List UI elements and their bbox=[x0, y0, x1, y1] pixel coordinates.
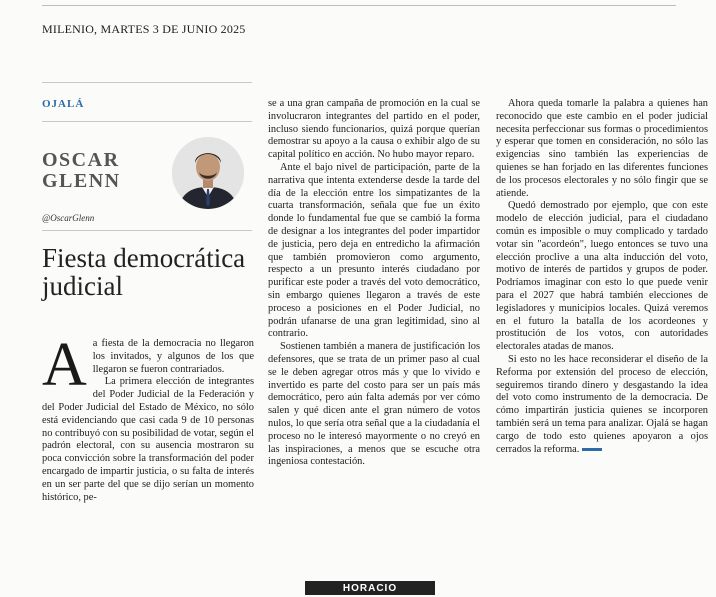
next-column-tab: HORACIO bbox=[305, 581, 435, 595]
article-column-1 bbox=[42, 331, 254, 504]
drop-cap: A bbox=[42, 331, 87, 399]
paragraph: se a una gran campaña de promoción en la cual se involucraron integrantes del partido en el poder, incluso siendo funcionarios, quizá porque querían demostrar su apoyo a la causa o exhibir algo de su capital político en acción. No hubo mayor reparo. bbox=[268, 98, 480, 161]
author-photo bbox=[172, 137, 244, 209]
author-first-name: OSCAR bbox=[42, 149, 120, 171]
paragraph: Quedó demostrado por ejemplo, que con este modelo de elección judicial, para el ciudadano común es imposible o muy complicado y tardado votar sin "acordeón", luego entonces se tuvo una elección proclive a una alta inducción del voto, motivo de interés de partidos y grupos de poder. Podríamos imaginar con esto lo que puede venir para el 2027 que habrá también elecciones de legisladores y municipios locales. Quizá veremos en el futuro la batalla de los acordeones y prostitución de los votos, con autoridades electorales atadas de manos. bbox=[496, 200, 708, 353]
author-handle: @OscarGlenn bbox=[42, 213, 95, 223]
author-portrait-icon bbox=[172, 137, 244, 209]
dateline: MILENIO, MARTES 3 DE JUNIO 2025 bbox=[42, 22, 246, 36]
closing-text: Si esto no les hace reconsiderar el diseño de la Reforma por extensión del proceso de elección, seguiremos tirando dinero y desgastando la idea del voto como instrumento de la democracia. De cómo impartirán justicia quienes se incorporen también será un tema para analizar. Ojalá se hagan cargo de todo esto quienes apoyaron a ojos cerrados la reforma. bbox=[496, 353, 708, 455]
top-rule bbox=[42, 5, 676, 6]
article-column-2 bbox=[268, 98, 480, 469]
paragraph: Sostienen también a manera de justificación los defensores, que se trata de un primer paso al cual se le deben agregar otros más y que lo vivido e invertido es parte del costo para ser un país más democrático, pero aún falta además por ver cómo salen y qué dicen ante el gran número de votos nulos, lo que sería otra señal que a la ciudadanía el proceso no le interesó mayormente o no creyó en las inspiraciones, a menos que se escuche otra ingeniosa contestación. bbox=[268, 341, 480, 468]
lead-text: a fiesta de la democracia no llegaron los invitados, y algunos de los que llegaron se fueron contrariados. bbox=[92, 338, 254, 375]
handle-rule bbox=[42, 230, 252, 231]
author-last-name: GLENN bbox=[42, 170, 121, 192]
paragraph: Ante el bajo nivel de participación, parte de la narrativa que intenta extenderse desde la tarde del día de la elección entre los simpatizantes de la cuarta transformación, señala que fue un éxito donde lo fundamental fue que se cambió la forma de designar a los integrantes del poder impartidor de justicia, pero deja en entredicho la afirmación que también promovieron como argumento, respecto a un presunto interés ciudadano por purificar este poder a través del voto democrático, sin embargo quienes llegaron a través de este proceso a posiciones en el Poder Judicial, no podrán ufanarse de una gran legitimidad, sino al contrario. bbox=[268, 161, 480, 340]
paragraph bbox=[496, 354, 708, 456]
end-mark-icon bbox=[582, 448, 602, 451]
paragraph: Ahora queda tomarle la palabra a quienes han reconocido que este cambio en el poder judicial necesita perfeccionar sus formas o procedimientos y esperar que tomen en consideración, no sólo las exigencias sino también las experiencias de quienes se han forjado en las diferentes funciones de los procesos electorales y no sólo fingir que se atiende. bbox=[496, 98, 708, 199]
article-column-3 bbox=[496, 98, 708, 456]
article-title: Fiesta democrática judicial bbox=[42, 243, 246, 301]
paragraph: La primera elección de integrantes del Poder Judicial de la Federación y del Poder Judicial del Estado de México, no sólo está evidenciando que casi cada 9 de 10 personas no contribuyó con su posibilidad de votar, según el padrón electoral, con su ausencia mostraron su poca convicción sobre la transformación del poder encargado de impartir justicia, o su falta de interés en un ser parte del que se dijo serían un momento histórico, pe- bbox=[42, 376, 254, 503]
section-rule bbox=[42, 121, 252, 122]
author-name bbox=[42, 150, 121, 192]
column-rule bbox=[42, 82, 252, 83]
lead-paragraph bbox=[42, 331, 254, 399]
section-label: OJALÁ bbox=[42, 98, 85, 110]
